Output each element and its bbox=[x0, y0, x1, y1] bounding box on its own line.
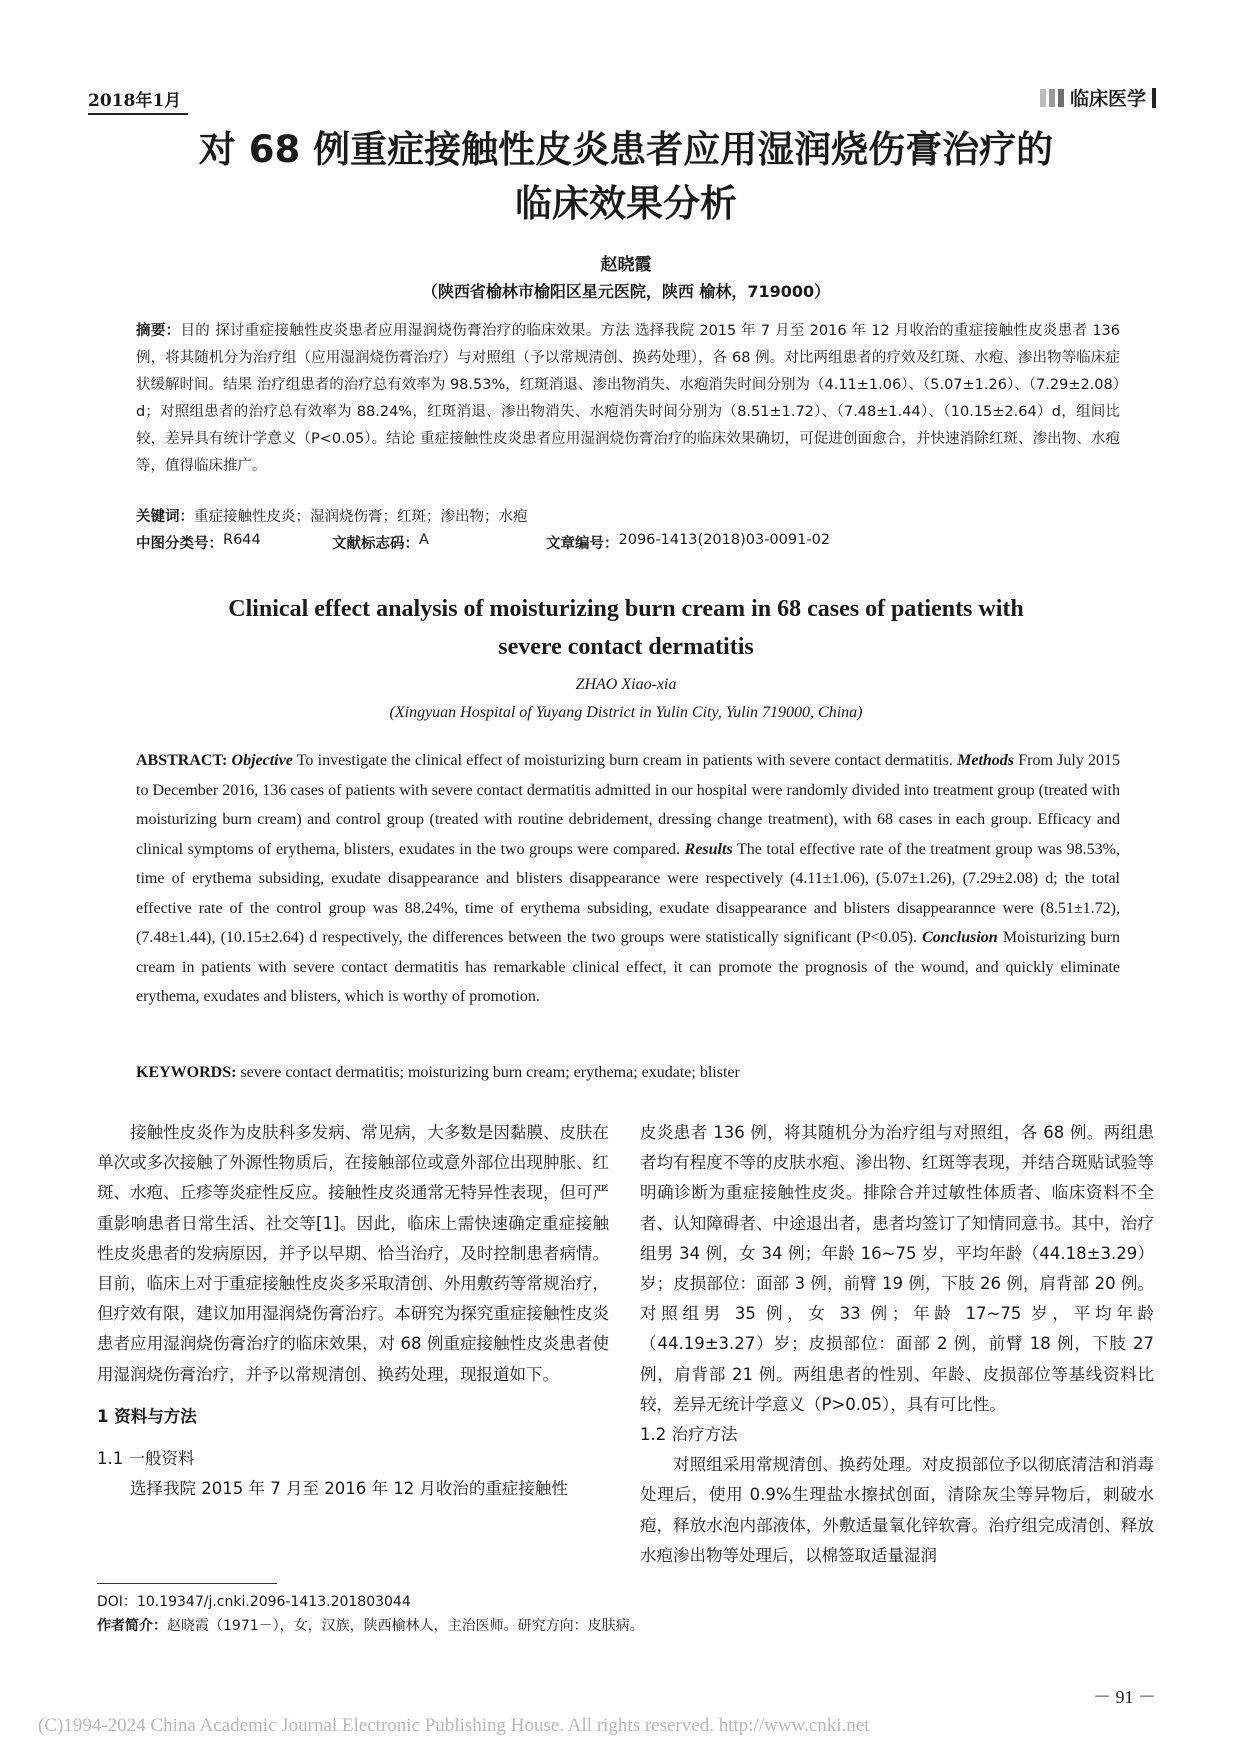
issue-date: 2018年1月 bbox=[88, 86, 188, 115]
doc-code bbox=[332, 532, 429, 553]
abstract-en-label: ABSTRACT: bbox=[136, 752, 228, 769]
title-en-line2: severe contact dermatitis bbox=[498, 634, 754, 660]
section-1-1-paragraph-cont: 皮炎患者 136 例，将其随机分为治疗组与对照组，各 68 例。两组患者均有程度不等的皮肤水疱、渗出物、红斑等表现，并结合斑贴试验等明确诊断为重症接触性皮炎。排除合并过敏性体质者、临床资料不全者、认知障碍者、中途退出者，患者均签订了知情同意书。其中，治疗组男 34 例，女 34 例；年龄 16~75 岁，平均年龄（44.18±3.29）岁；皮损部位：面部 3 例，前臂 19 例，下肢 26 例，肩背部 20 例。对照组男 35 例，女 33 例；年龄 17~75 岁，平均年龄（44.19±3.27）岁；皮损部位：面部 2 例，前臂 18 例，下肢 27 例，肩背部 21 例。两组患者的性别、年龄、皮损部位等基线资料比较，差异无统计学意义（P>0.05），具有可比性。 bbox=[640, 1123, 1154, 1414]
abstract-cn-text: 目的 探讨重症接触性皮炎患者应用湿润烧伤膏治疗的临床效果。方法 选择我院 2015 年 7 月至 2016 年 12 月收治的重症接触性皮炎患者 136 例，将其随机分为治疗组（应用湿润烧伤膏治疗）与对照组（予以常规清创、换药处理），各 68 例。对比两组患者的疗效及红斑、水疱、渗出物等临床症状缓解时间。结果 治疗组患者的治疗总有效率为 98.53%，红斑消退、渗出物消失、水疱消失时间分别为（4.11±1.06）、（5.07±1.26）、（7.29±2.08）d；对照组患者的治疗总有效率为 88.24%，红斑消退、渗出物消失、水疱消失时间分别为（8.51±1.72）、（7.48±1.44）、（10.15±2.64）d，组间比较，差异具有统计学意义（P<0.05）。结论 重症接触性皮炎患者应用湿润烧伤膏治疗的临床效果确切，可促进创面愈合，并快速消除红斑、渗出物、水疱等，值得临床推广。 bbox=[136, 323, 1120, 474]
author-bio-text: 赵晓霞（1971－），女，汉族，陕西榆林人，主治医师。研究方向：皮肤病。 bbox=[167, 1618, 644, 1634]
body-right-column bbox=[640, 1118, 1154, 1571]
results-text: The total effective rate of the treatment group was 98.53%, time of erythema subsiding, exudate disappearance and blisters disappearance were respectively (4.11±1.06), (5.07±1.26), (7.29±2.08) d; the total effective rate of the control group was 88.24%, time of erythema subsiding, exudate disappearance and blisters disappearannce were (8.51±1.72), (7.48±1.44), (10.15±2.64) d respectively, the differences between the two groups were statistically significant (P<0.05). bbox=[136, 840, 1121, 946]
clc-code bbox=[136, 532, 261, 553]
section-1-heading: 1 资料与方法 bbox=[97, 1406, 197, 1426]
footnote-rule bbox=[97, 1583, 277, 1584]
keywords-en-text: severe contact dermatitis; moisturizing burn cream; erythema; exudate; blister bbox=[240, 1064, 740, 1081]
objective-label: Objective bbox=[231, 752, 293, 769]
author-en: ZHAO Xiao-xia bbox=[575, 676, 677, 693]
intro-paragraph: 接触性皮炎作为皮肤科多发病、常见病，大多数是因黏膜、皮肤在单次或多次接触了外源性物质后，在接触部位或意外部位出现肿胀、红斑、水疱、丘疹等炎症性反应。接触性皮炎通常无特异性表现，但可严重影响患者日常生活、社交等[1]。因此，临床上需快速确定重症接触性皮炎患者的发病原因，并予以早期、恰当治疗，及时控制患者病情。目前，临床上对于重症接触性皮炎多采取清创、外用敷药等常规治疗，但疗效有限，建议加用湿润烧伤膏治疗。本研究为探究重症接触性皮炎患者应用湿润烧伤膏治疗的临床效果，对 68 例重症接触性皮炎患者使用湿润烧伤膏治疗，并予以常规清创、换药处理，现报道如下。 bbox=[97, 1123, 609, 1384]
abstract-en bbox=[136, 746, 1120, 1012]
section-1-1-paragraph-start: 选择我院 2015 年 7 月至 2016 年 12 月收治的重症接触性 bbox=[130, 1479, 568, 1499]
author-cn: 赵晓霞 bbox=[600, 255, 652, 275]
conclusion-text: Moisturizing burn cream in patients with severe contact dermatitis has remarkable clinical effect, it can promote the prognosis of the wound, and quickly eliminate erythema, exudates and blisters, which is worthy of promotion. bbox=[136, 929, 1121, 1005]
conclusion-label: Conclusion bbox=[922, 929, 998, 946]
page-number: － 91 － bbox=[1093, 1687, 1156, 1707]
abstract-cn-label: 摘要： bbox=[136, 323, 181, 339]
results-label: Results bbox=[684, 840, 733, 858]
affiliation-en: (Xingyuan Hospital of Yuyang District in Yulin City, Yulin 719000, China) bbox=[389, 704, 863, 721]
keywords-cn-text: 重症接触性皮炎；湿润烧伤膏；红斑；渗出物；水疱 bbox=[194, 509, 528, 525]
section-end-bar-icon bbox=[1152, 88, 1156, 108]
section-bars-icon bbox=[1040, 89, 1064, 107]
section-1-1-heading: 1.1 一般资料 bbox=[97, 1449, 195, 1469]
objective-text: To investigate the clinical effect of moisturizing burn cream in patients with severe contact dermatitis. bbox=[296, 752, 953, 769]
body-left-column bbox=[97, 1118, 609, 1504]
doc-label: 文献标志码： bbox=[332, 536, 419, 552]
methods-label: Methods bbox=[957, 752, 1015, 769]
section-header bbox=[1040, 84, 1156, 111]
clc-label: 中图分类号： bbox=[136, 536, 223, 552]
section-label: 临床医学 bbox=[1069, 88, 1146, 110]
article-label: 文章编号： bbox=[546, 536, 619, 552]
clc-value: R644 bbox=[223, 532, 261, 548]
keywords-cn bbox=[136, 505, 528, 526]
doi: DOI：10.19347/j.cnki.2096-1413.201803044 bbox=[97, 1594, 411, 1610]
author-bio bbox=[97, 1615, 644, 1635]
methods-text: From July 2015 to December 2016, 136 cases of patients with severe contact dermatitis admitted in our hospital were randomly divided into treatment group (treated with moisturizing burn cream) and control group (treated with routine debridement, dressing change treatment), with 68 cases in each group. Efficacy and clinical symptoms of erythema, blisters, exudates in the two groups were compared. bbox=[136, 752, 1121, 858]
article-value: 2096-1413(2018)03-0091-02 bbox=[618, 532, 831, 548]
title-en-line1: Clinical effect analysis of moisturizing burn cream in 68 cases of patients with bbox=[228, 596, 1024, 622]
article-number bbox=[546, 532, 831, 553]
affiliation-cn: （陕西省榆林市榆阳区星元医院，陕西 榆林，719000） bbox=[421, 282, 831, 301]
section-1-2-heading: 1.2 治疗方法 bbox=[640, 1425, 738, 1445]
title-cn-line1: 对 68 例重症接触性皮炎患者应用湿润烧伤膏治疗的 bbox=[198, 128, 1054, 171]
doc-value: A bbox=[419, 532, 429, 548]
keywords-en-label: KEYWORDS: bbox=[136, 1064, 237, 1081]
copyright-watermark: (C)1994-2024 China Academic Journal Electronic Publishing House. All rights reserved. http://www.cnki.net bbox=[38, 1715, 870, 1736]
keywords-cn-label: 关键词： bbox=[136, 509, 194, 525]
abstract-cn bbox=[136, 318, 1120, 480]
section-1-2-paragraph: 对照组采用常规清创、换药处理。对皮损部位予以彻底清洁和消毒处理后，使用 0.9%生理盐水擦拭创面，清除灰尘等异物后，刺破水疱，释放水泡内部液体，外敷适量氧化锌软膏。治疗组完成清创、释放水疱渗出物等处理后，以棉签取适量湿润 bbox=[640, 1455, 1154, 1565]
author-bio-label: 作者简介： bbox=[97, 1618, 167, 1634]
title-cn-line2: 临床效果分析 bbox=[515, 182, 737, 225]
keywords-en bbox=[136, 1064, 740, 1082]
